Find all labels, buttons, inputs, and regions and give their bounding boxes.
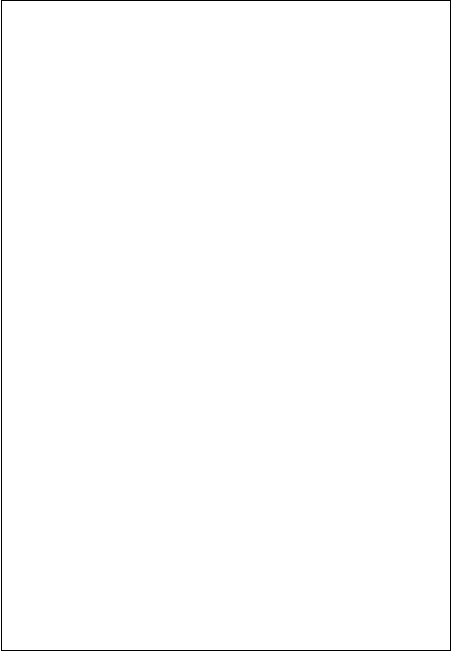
legislation-register-table <box>1 0 451 651</box>
